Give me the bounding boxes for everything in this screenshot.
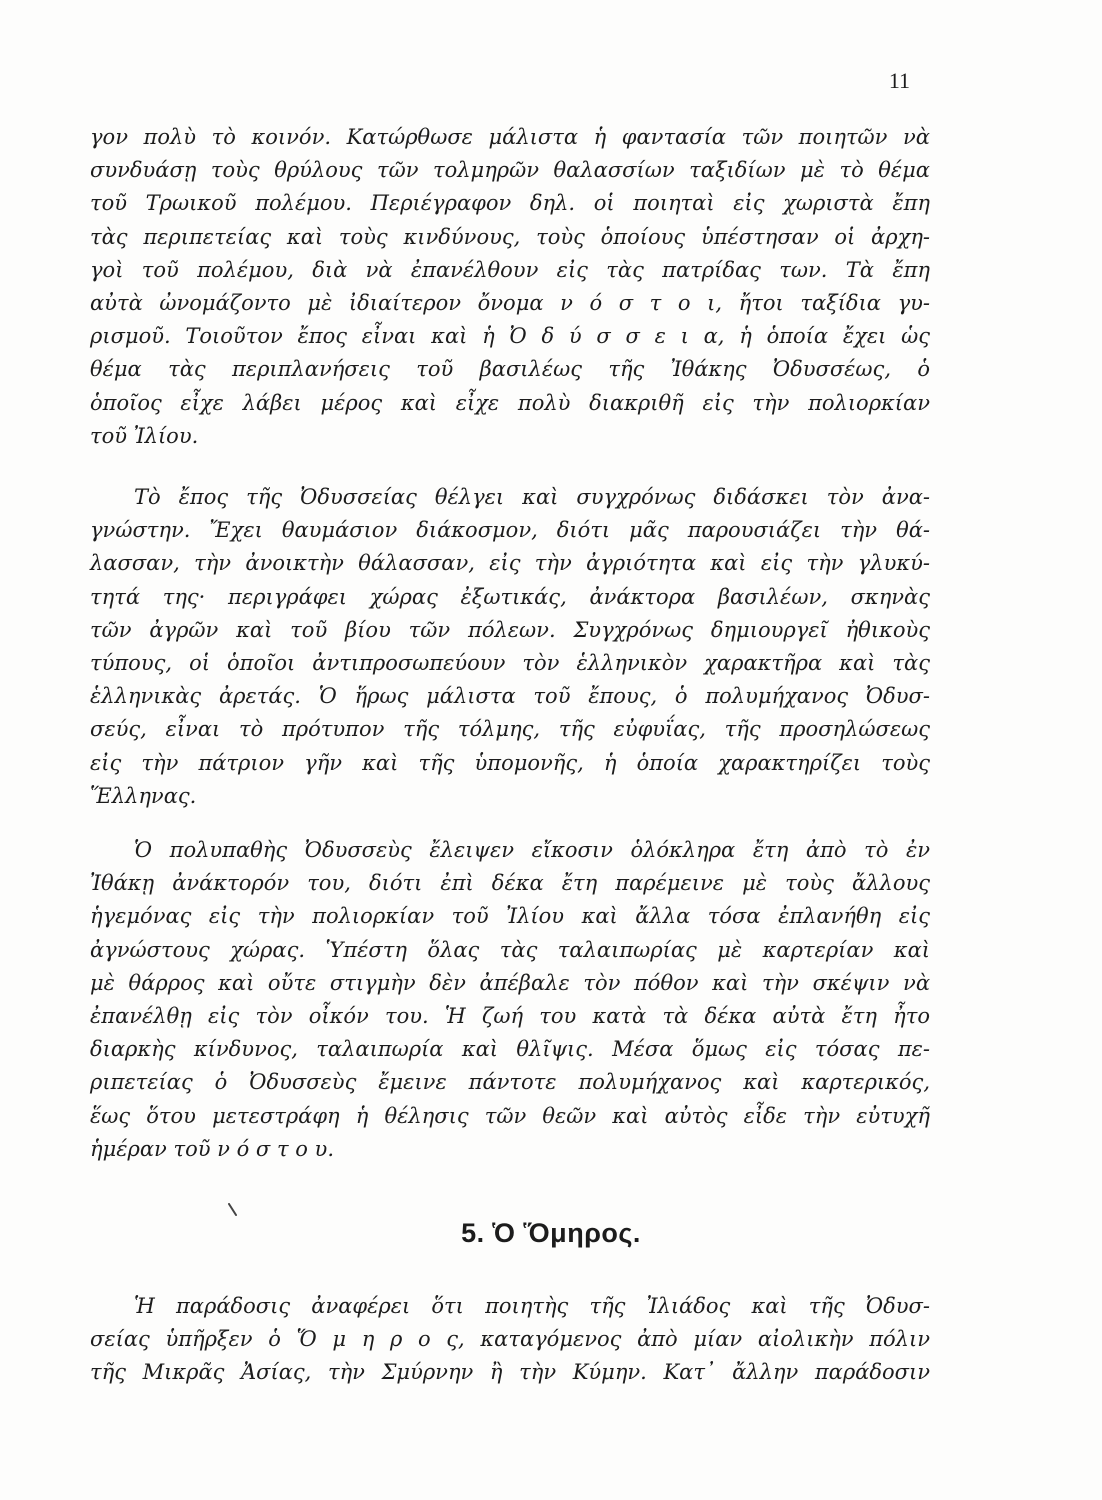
- text-line: Ὁ πολυπαθὴς Ὀδυσσεὺς ἔλειψεν εἴκοσιν ὁλόκληρα ἔτη ἀπὸ τὸ ἐν: [134, 838, 930, 862]
- text-line: ρισμοῦ. Τοιοῦτον ἔπος εἶναι καὶ ἡ Ὀ δ ύ σ σ ε ι α, ἡ ὁποία ἔχει ὡς: [90, 324, 930, 349]
- text-line: ἑλληνικὰς ἀρετάς. Ὁ ἥρως μάλιστα τοῦ ἔπους, ὁ πολυμήχανος Ὀδυσ-: [90, 684, 930, 709]
- text-line: τὰς περιπετείας καὶ τοὺς κινδύνους, τοὺς ὁποίους ὑπέστησαν οἱ ἀρχη-: [90, 224, 930, 249]
- ink-speck-icon: [228, 1203, 238, 1217]
- text-line: τοῦ Ἰλίου.: [90, 423, 199, 448]
- text-line: ἀγνώστους χώρας. Ὑπέστη ὅλας τὰς ταλαιπωρίας μὲ καρτερίαν καὶ: [90, 937, 930, 962]
- paragraph-3: [90, 834, 930, 1166]
- section-heading: 5. Ὁ Ὅμηρος.: [461, 1218, 641, 1248]
- text-line: γοὶ τοῦ πολέμου, διὰ νὰ ἐπανέλθουν εἰς τὰς πατρίδας των. Τὰ ἔπη: [90, 257, 930, 282]
- text-line: διαρκὴς κίνδυνος, ταλαιπωρία καὶ θλῖψις. Μέσα ὅμως εἰς τόσας πε-: [90, 1037, 930, 1062]
- text-line: εἰς τὴν πάτριον γῆν καὶ τῆς ὑπομονῆς, ἡ ὁποία χαρακτηρίζει τοὺς: [90, 750, 930, 775]
- text-line: συνδυάσῃ τοὺς θρύλους τῶν τολμηρῶν θαλασσίων ταξιδίων μὲ τὸ θέμα: [90, 158, 930, 183]
- text-line: τύπους, οἱ ὁποῖοι ἀντιπροσωπεύουν τὸν ἑλληνικὸν χαρακτῆρα καὶ τὰς: [90, 650, 930, 675]
- text-line: μὲ θάρρος καὶ οὔτε στιγμὴν δὲν ἀπέβαλε τὸν πόθον καὶ τὴν σκέψιν νὰ: [90, 970, 930, 995]
- text-line: γνώστην. Ἔχει θαυμάσιον διάκοσμον, διότι μᾶς παρουσιάζει τὴν θά-: [90, 518, 930, 543]
- text-line: σεύς, εἶναι τὸ πρότυπον τῆς τόλμης, τῆς εὐφυΐας, τῆς προσηλώσεως: [90, 717, 930, 742]
- text-line: Τὸ ἔπος τῆς Ὀδυσσείας θέλγει καὶ συγχρόνως διδάσκει τὸν ἀνα-: [134, 485, 930, 509]
- text-line: Ἡ παράδοσις ἀναφέρει ὅτι ποιητὴς τῆς Ἰλιάδος καὶ τῆς Ὀδυσ-: [134, 1294, 930, 1318]
- text-line: ὁποῖος εἶχε λάβει μέρος καὶ εἶχε πολὺ διακριθῆ εἰς τὴν πολιορκίαν: [90, 390, 930, 415]
- text-line: ἕως ὅτου μετεστράφη ἡ θέλησις τῶν θεῶν καὶ αὐτὸς εἶδε τὴν εὐτυχῆ: [90, 1103, 930, 1128]
- text-line: τοῦ Τρωικοῦ πολέμου. Περιέγραφον δηλ. οἱ ποιηταὶ εἰς χωριστὰ ἔπη: [90, 191, 930, 216]
- text-line: αὐτὰ ὠνομάζοντο μὲ ἰδιαίτερον ὄνομα ν ό σ τ ο ι, ἤτοι ταξίδια γυ-: [90, 290, 930, 315]
- text-line: ἡμέραν τοῦ ν ό σ τ ο υ.: [90, 1136, 334, 1161]
- text-line: τητά της· περιγράφει χώρας ἐξωτικάς, ἀνάκτορα βασιλέων, σκηνὰς: [90, 584, 930, 609]
- text-line: Ἕλληνας.: [90, 783, 197, 808]
- text-line: ἐπανέλθῃ εἰς τὸν οἶκόν του. Ἡ ζωή του κατὰ τὰ δέκα αὐτὰ ἔτη ἦτο: [90, 1003, 930, 1028]
- text-line: λασσαν, τὴν ἀνοικτὴν θάλασσαν, εἰς τὴν ἀγριότητα καὶ εἰς τὴν γλυκύ-: [90, 551, 930, 576]
- text-line: Ἰθάκῃ ἀνάκτορόν του, διότι ἐπὶ δέκα ἔτη παρέμεινε μὲ τοὺς ἄλλους: [90, 871, 930, 896]
- paragraph-2: [90, 481, 930, 813]
- text-line: γον πολὺ τὸ κοινόν. Κατώρθωσε μάλιστα ἡ φαντασία τῶν ποιητῶν νὰ: [90, 125, 930, 149]
- paragraph-1: [90, 121, 930, 453]
- text-line: τῆς Μικρᾶς Ἀσίας, τὴν Σμύρνην ἢ τὴν Κύμην. Κατ᾿ ἄλλην παράδοσιν: [90, 1360, 930, 1385]
- text-line: θέμα τὰς περιπλανήσεις τοῦ βασιλέως τῆς Ἰθάκης Ὀδυσσέως, ὁ: [90, 357, 930, 382]
- text-line: ριπετείας ὁ Ὀδυσσεὺς ἔμεινε πάντοτε πολυμήχανος καὶ καρτερικός,: [90, 1070, 930, 1095]
- paragraph-4: [90, 1290, 930, 1390]
- text-line: ἡγεμόνας εἰς τὴν πολιορκίαν τοῦ Ἰλίου καὶ ἄλλα τόσα ἐπλανήθη εἰς: [90, 904, 930, 929]
- text-line: τῶν ἀγρῶν καὶ τοῦ βίου τῶν πόλεων. Συγχρόνως δημιουργεῖ ἠθικοὺς: [90, 617, 930, 642]
- text-line: σείας ὑπῆρξεν ὁ Ὅ μ η ρ ο ς, καταγόμενος ἀπὸ μίαν αἰολικὴν πόλιν: [90, 1327, 930, 1352]
- page-number: 11: [888, 68, 910, 93]
